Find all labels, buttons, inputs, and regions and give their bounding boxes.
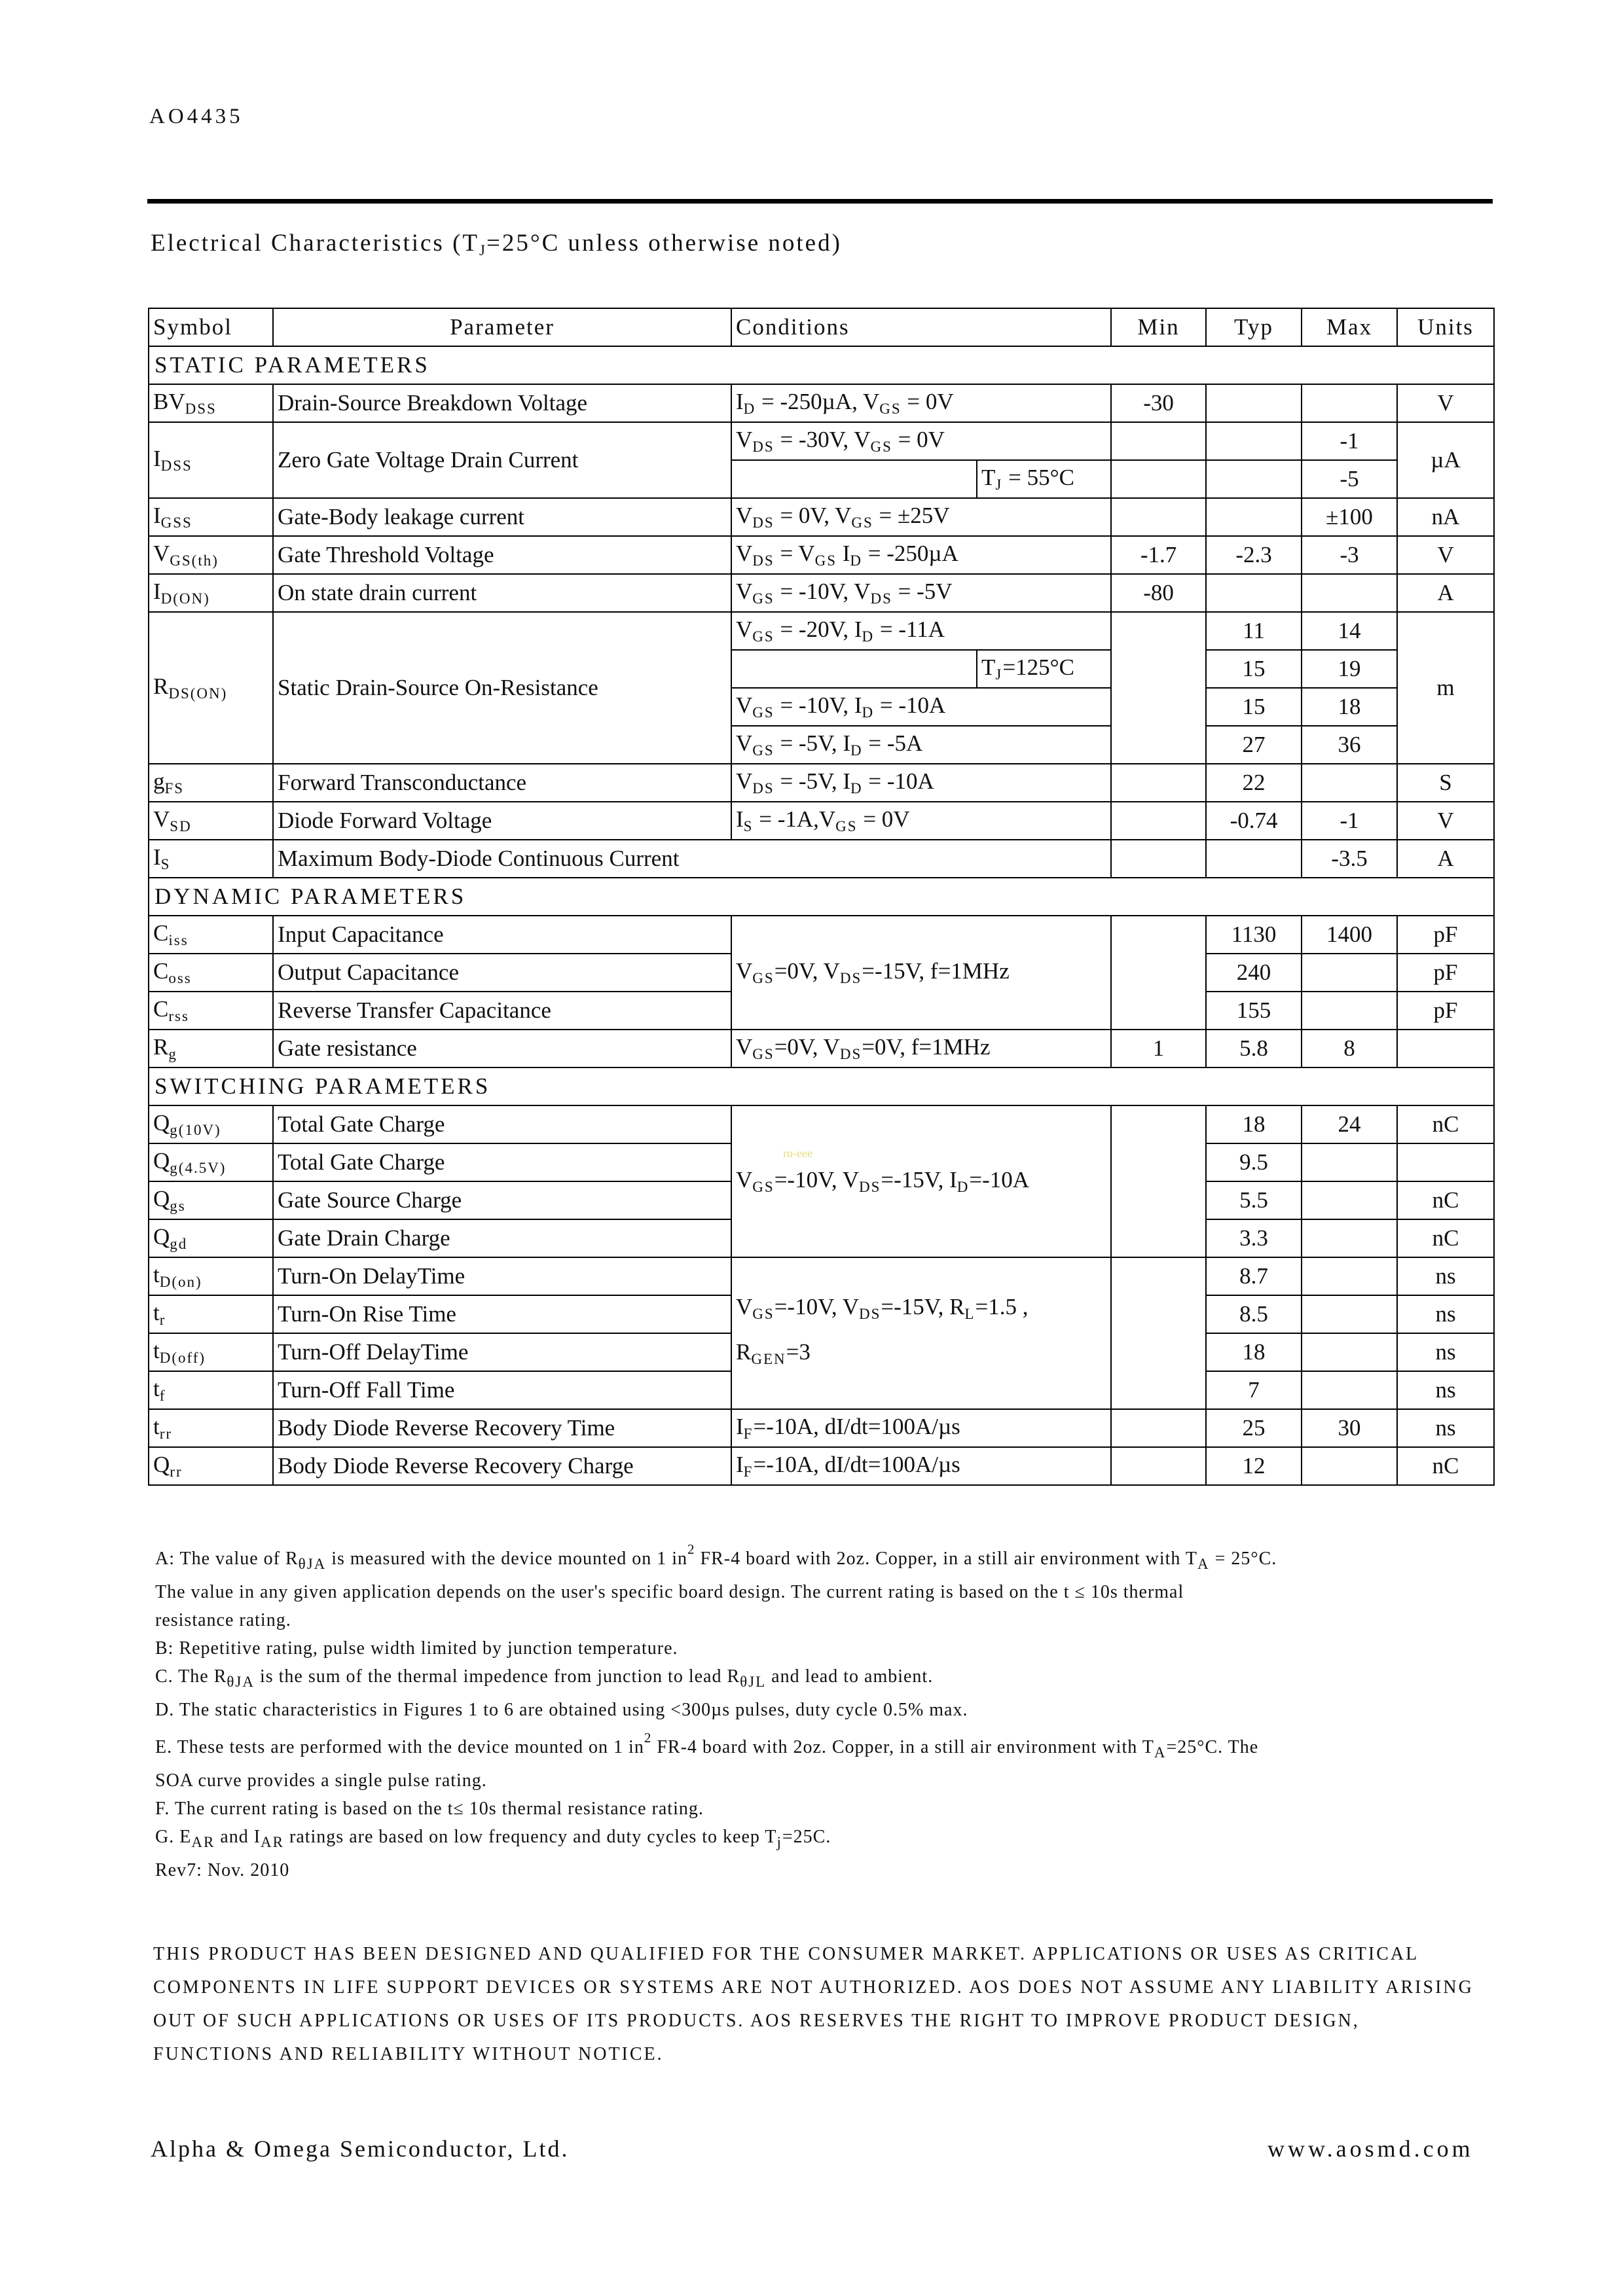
section-label: STATIC PARAMETERS: [149, 346, 1494, 384]
header-parameter: Parameter: [273, 308, 731, 346]
max-cell: -1: [1302, 802, 1397, 840]
header-min: Min: [1111, 308, 1206, 346]
header-typ: Typ: [1206, 308, 1302, 346]
disclaimer-line: THIS PRODUCT HAS BEEN DESIGNED AND QUALIFIED FOR THE CONSUMER MARKET. APPLICATIONS OR USES AS CRITICAL: [153, 1944, 1419, 1964]
section-title: Electrical Characteristics ($T_J=25^\circ C$ unless otherwise noted): [151, 230, 842, 259]
note-a-cont: The value in any given application depends on the user's specific board design. The current rating is based on the t ≤ 10s thermal: [155, 1582, 1184, 1602]
parameter-cell: Gate resistance: [273, 1030, 731, 1067]
section-label: DYNAMIC PARAMETERS: [149, 878, 1494, 916]
disclaimer-line: COMPONENTS IN LIFE SUPPORT DEVICES OR SYSTEMS ARE NOT AUTHORIZED. AOS DOES NOT ASSUME ANY LIABILITY ARISING: [153, 1977, 1474, 1998]
max-cell: 14: [1302, 612, 1397, 650]
typ-cell: 12: [1206, 1447, 1302, 1485]
conditions-cell: $T_J = 55^\circ C$: [977, 460, 1111, 498]
units-cell: nA: [1397, 498, 1494, 536]
max-cell: 36: [1302, 726, 1397, 764]
parameter-cell: Turn-Off DelayTime: [273, 1333, 731, 1371]
typ-cell: 5.8: [1206, 1030, 1302, 1067]
symbol-cell: $C_{rss}$: [149, 992, 273, 1030]
max-cell: -5: [1302, 460, 1397, 498]
parameter-cell: Reverse Transfer Capacitance: [273, 992, 731, 1030]
symbol-cell: $BV_{DSS}$: [149, 384, 273, 422]
units-cell: ns: [1397, 1333, 1494, 1371]
table-row: [149, 1105, 1494, 1143]
parameter-cell: Output Capacitance: [273, 954, 731, 992]
symbol-cell: $g_{FS}$: [149, 764, 273, 802]
parameter-cell: On state drain current: [273, 574, 731, 612]
min-cell: 1: [1111, 1030, 1206, 1067]
typ-cell: 155: [1206, 992, 1302, 1030]
table-row: [149, 764, 1494, 802]
typ-cell: 5.5: [1206, 1181, 1302, 1219]
table-row: [149, 1447, 1494, 1485]
max-cell: 24: [1302, 1105, 1397, 1143]
table-row: [149, 802, 1494, 840]
typ-cell: 27: [1206, 726, 1302, 764]
conditions-cell: $V_{DS} = 0V$, $V_{GS} = \pm 25V$: [731, 498, 1111, 536]
parameter-cell: Forward Transconductance: [273, 764, 731, 802]
section-row-dynamic: [149, 878, 1494, 916]
symbol-cell: $Q_{gs}$: [149, 1181, 273, 1219]
parameter-cell: Body Diode Reverse Recovery Time: [273, 1409, 731, 1447]
units-cell: pF: [1397, 954, 1494, 992]
max-cell: 18: [1302, 688, 1397, 726]
min-cell: -1.7: [1111, 536, 1206, 574]
symbol-cell: $V_{SD}$: [149, 802, 273, 840]
table-row: [149, 384, 1494, 422]
note-e-cont: SOA curve provides a single pulse rating.: [155, 1770, 487, 1791]
symbol-cell: $C_{iss}$: [149, 916, 273, 954]
units-cell: pF: [1397, 992, 1494, 1030]
units-cell: V: [1397, 536, 1494, 574]
parameter-cell: Gate Drain Charge: [273, 1219, 731, 1257]
part-number: AO4435: [149, 105, 244, 128]
units-cell: ns: [1397, 1409, 1494, 1447]
header-symbol: Symbol: [149, 308, 273, 346]
symbol-cell: $t_{D(off)}$: [149, 1333, 273, 1371]
table-row: [149, 1257, 1494, 1295]
conditions-cell: $V_{DS} = -30V$, $V_{GS} = 0V$: [731, 422, 1111, 460]
symbol-cell: $I_{GSS}$: [149, 498, 273, 536]
symbol-cell: $R_{DS(ON)}$: [149, 612, 273, 764]
units-cell: nC: [1397, 1447, 1494, 1485]
conditions-cell: $I_F=-10A$, dI/dt=100A/µs: [731, 1447, 1111, 1485]
symbol-cell: $t_f$: [149, 1371, 273, 1409]
symbol-cell: $I_{DSS}$: [149, 422, 273, 498]
units-cell: µA: [1397, 422, 1494, 498]
footnotes: [155, 1535, 1491, 1884]
units-cell: S: [1397, 764, 1494, 802]
symbol-cell: $t_r$: [149, 1295, 273, 1333]
typ-cell: 240: [1206, 954, 1302, 992]
conditions-cell: $I_D = -250\mu A$, $V_{GS} = 0V$: [731, 384, 1111, 422]
header-units: Units: [1397, 308, 1494, 346]
note-f: F. The current rating is based on the t≤ 10s thermal resistance rating.: [155, 1799, 704, 1819]
max-cell: -1: [1302, 422, 1397, 460]
conditions-cell: $V_{GS} = -20V$, $I_D = -11A$: [731, 612, 1111, 650]
max-cell: ±100: [1302, 498, 1397, 536]
typ-cell: 15: [1206, 688, 1302, 726]
table-header-row: [149, 308, 1494, 346]
max-cell: 19: [1302, 650, 1397, 688]
units-cell: ns: [1397, 1257, 1494, 1295]
header-max: Max: [1302, 308, 1397, 346]
parameter-cell: Input Capacitance: [273, 916, 731, 954]
table-row: [149, 916, 1494, 954]
parameter-cell: Gate-Body leakage current: [273, 498, 731, 536]
symbol-cell: $Q_{g(4.5V)}$: [149, 1143, 273, 1181]
max-cell: 30: [1302, 1409, 1397, 1447]
typ-cell: 9.5: [1206, 1143, 1302, 1181]
symbol-cell: $C_{oss}$: [149, 954, 273, 992]
symbol-cell: $Q_{g(10V)}$: [149, 1105, 273, 1143]
symbol-cell: $I_{D(ON)}$: [149, 574, 273, 612]
units-cell: pF: [1397, 916, 1494, 954]
note-e: E. These tests are performed with the device mounted on 1 $in^2$ FR-4 board with 2oz. Copper, in a still air environment with $T_A=25^\circ C$. The: [155, 1730, 1259, 1761]
parameter-cell: Turn-Off Fall Time: [273, 1371, 731, 1409]
electrical-characteristics-table: [148, 308, 1495, 1486]
parameter-cell: Maximum Body-Diode Continuous Current: [273, 840, 1111, 878]
units-cell: A: [1397, 840, 1494, 878]
table-row: [149, 1030, 1494, 1067]
footer-company: Alpha & Omega Semiconductor, Ltd.: [151, 2136, 570, 2162]
parameter-cell: Total Gate Charge: [273, 1143, 731, 1181]
min-cell: -80: [1111, 574, 1206, 612]
watermark: ru-eee: [783, 1147, 812, 1160]
typ-cell: 1130: [1206, 916, 1302, 954]
disclaimer-line: OUT OF SUCH APPLICATIONS OR USES OF ITS PRODUCTS. AOS RESERVES THE RIGHT TO IMPROVE PRODUCT DESIGN,: [153, 2011, 1360, 2031]
parameter-cell: Drain-Source Breakdown Voltage: [273, 384, 731, 422]
table-row: [149, 840, 1494, 878]
symbol-cell: $Q_{gd}$: [149, 1219, 273, 1257]
conditions-cell: $V_{GS}=0V$, $V_{DS}=-15V$, f=1MHz: [731, 916, 1111, 1030]
note-a-cont: resistance rating.: [155, 1610, 291, 1630]
units-cell: V: [1397, 802, 1494, 840]
symbol-cell: $t_{rr}$: [149, 1409, 273, 1447]
revision: Rev7: Nov. 2010: [155, 1860, 290, 1880]
parameter-cell: Static Drain-Source On-Resistance: [273, 612, 731, 764]
typ-cell: 7: [1206, 1371, 1302, 1409]
footer-website: www.aosmd.com: [1267, 2136, 1474, 2162]
section-row-static: [149, 346, 1494, 384]
disclaimer-line: FUNCTIONS AND RELIABILITY WITHOUT NOTICE.: [153, 2044, 664, 2064]
conditions-cell: $V_{GS}=0V$, $V_{DS}=0V$, f=1MHz: [731, 1030, 1111, 1067]
note-g: G. $E_{AR}$ and $I_{AR}$ ratings are based on low frequency and duty cycles to keep $T_j=25C$.: [155, 1827, 831, 1850]
table-row: [149, 498, 1494, 536]
min-cell: -30: [1111, 384, 1206, 422]
units-cell: V: [1397, 384, 1494, 422]
table-row: [149, 1409, 1494, 1447]
max-cell: 8: [1302, 1030, 1397, 1067]
note-b: B: Repetitive rating, pulse width limited by junction temperature.: [155, 1638, 678, 1659]
parameter-cell: Gate Source Charge: [273, 1181, 731, 1219]
parameter-cell: Body Diode Reverse Recovery Charge: [273, 1447, 731, 1485]
typ-cell: 11: [1206, 612, 1302, 650]
typ-cell: 18: [1206, 1105, 1302, 1143]
typ-cell: 18: [1206, 1333, 1302, 1371]
typ-cell: 3.3: [1206, 1219, 1302, 1257]
units-cell: ns: [1397, 1295, 1494, 1333]
parameter-cell: Turn-On DelayTime: [273, 1257, 731, 1295]
units-cell: m: [1397, 612, 1494, 764]
conditions-cell: $V_{GS}=-10V$, $V_{DS}=-15V$, $I_D=-10A$: [731, 1105, 1111, 1257]
symbol-cell: $I_S$: [149, 840, 273, 878]
table-row: [149, 574, 1494, 612]
section-row-switching: [149, 1067, 1494, 1105]
symbol-cell: $V_{GS(th)}$: [149, 536, 273, 574]
max-cell: -3.5: [1302, 840, 1397, 878]
parameter-cell: Zero Gate Voltage Drain Current: [273, 422, 731, 498]
units-cell: ns: [1397, 1371, 1494, 1409]
conditions-cell: $V_{GS}=-10V$, $V_{DS}=-15V$, $R_L=1.5$ , $R_{GEN}=3$: [731, 1257, 1111, 1409]
disclaimer: [153, 1937, 1495, 2071]
header-conditions: Conditions: [731, 308, 1111, 346]
note-c: C. The $R_{\theta JA}$ is the sum of the thermal impedence from junction to lead $R_{\theta JL}$ and lead to ambient.: [155, 1666, 934, 1690]
max-cell: 1400: [1302, 916, 1397, 954]
conditions-cell: $V_{GS} = -10V$, $I_D = -10A$: [731, 688, 1111, 726]
conditions-cell: $V_{GS} = -5V$, $I_D = -5A$: [731, 726, 1111, 764]
units-cell: nC: [1397, 1181, 1494, 1219]
typ-cell: 15: [1206, 650, 1302, 688]
conditions-cell: $T_J=125^\circ C$: [977, 650, 1111, 688]
symbol-cell: $t_{D(on)}$: [149, 1257, 273, 1295]
typ-cell: 25: [1206, 1409, 1302, 1447]
section-label: SWITCHING PARAMETERS: [149, 1067, 1494, 1105]
conditions-cell: $I_S = -1A,V_{GS} = 0V$: [731, 802, 1111, 840]
typ-cell: 22: [1206, 764, 1302, 802]
units-cell: A: [1397, 574, 1494, 612]
parameter-cell: Gate Threshold Voltage: [273, 536, 731, 574]
typ-cell: -2.3: [1206, 536, 1302, 574]
parameter-cell: Total Gate Charge: [273, 1105, 731, 1143]
symbol-cell: $R_g$: [149, 1030, 273, 1067]
typ-cell: 8.5: [1206, 1295, 1302, 1333]
conditions-cell: $V_{DS} = -5V$, $I_D = -10A$: [731, 764, 1111, 802]
symbol-cell: $Q_{rr}$: [149, 1447, 273, 1485]
max-cell: -3: [1302, 536, 1397, 574]
conditions-cell: $V_{DS} = V_{GS}$ $I_D = -250\mu A$: [731, 536, 1111, 574]
table-row: [149, 422, 1494, 460]
conditions-cell: $I_F=-10A$, dI/dt=100A/µs: [731, 1409, 1111, 1447]
note-a: A: The value of $R_{\theta JA}$ is measured with the device mounted on 1 $in^2$ FR-4 board with 2oz. Copper, in a still air environment with $T_A = 25^\circ C$.: [155, 1541, 1277, 1572]
typ-cell: 8.7: [1206, 1257, 1302, 1295]
typ-cell: -0.74: [1206, 802, 1302, 840]
conditions-cell: $V_{GS} = -10V$, $V_{DS} = -5V$: [731, 574, 1111, 612]
table-row: [149, 536, 1494, 574]
units-cell: nC: [1397, 1105, 1494, 1143]
units-cell: nC: [1397, 1219, 1494, 1257]
header-rule: [147, 199, 1493, 204]
table-row: [149, 612, 1494, 650]
parameter-cell: Turn-On Rise Time: [273, 1295, 731, 1333]
parameter-cell: Diode Forward Voltage: [273, 802, 731, 840]
note-d: D. The static characteristics in Figures 1 to 6 are obtained using <300µs pulses, duty cycle 0.5% max.: [155, 1700, 968, 1720]
